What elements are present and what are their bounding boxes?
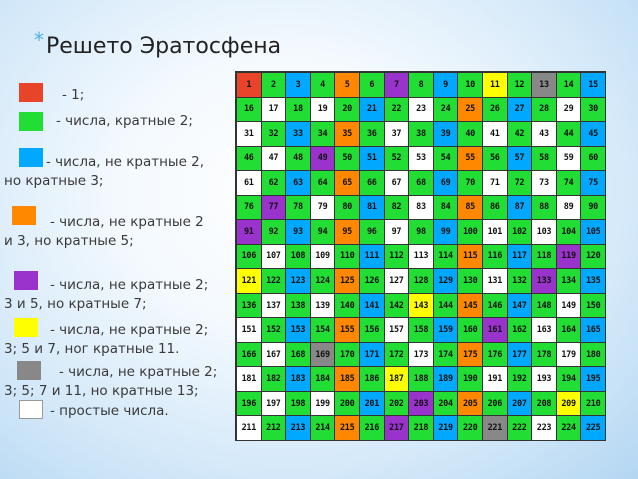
grid-cell: 31 — [236, 121, 262, 147]
grid-cell: 133 — [531, 268, 557, 294]
grid-cell: 9 — [433, 72, 459, 98]
grid-cell: 163 — [531, 317, 557, 343]
grid-cell: 112 — [384, 244, 410, 270]
grid-cell: 123 — [285, 268, 311, 294]
legend-item-4 — [4, 213, 204, 251]
grid-cell: 21 — [359, 97, 385, 123]
grid-cell: 224 — [556, 415, 582, 441]
grid-cell: 198 — [285, 391, 311, 417]
grid-cell: 191 — [482, 366, 508, 392]
grid-cell: 145 — [457, 293, 483, 319]
grid-cell: 56 — [482, 146, 508, 172]
grid-cell: 155 — [334, 317, 360, 343]
legend-item-6 — [4, 321, 208, 359]
grid-cell: 184 — [310, 366, 336, 392]
grid-cell: 86 — [482, 195, 508, 221]
grid-cell: 164 — [556, 317, 582, 343]
grid-cell: 96 — [359, 219, 385, 245]
grid-cell: 152 — [261, 317, 287, 343]
grid-cell: 154 — [310, 317, 336, 343]
grid-cell: 119 — [556, 244, 582, 270]
legend-text: 3; 5; 7 и 11, но кратные 13; — [4, 383, 199, 399]
grid-cell: 124 — [310, 268, 336, 294]
grid-cell: 138 — [285, 293, 311, 319]
grid-cell: 11 — [482, 72, 508, 98]
grid-cell: 72 — [507, 170, 533, 196]
grid-cell: 70 — [457, 170, 483, 196]
grid-cell: 153 — [285, 317, 311, 343]
grid-cell: 212 — [261, 415, 287, 441]
legend-text: - числа, не кратные 2; — [50, 277, 209, 293]
grid-cell: 220 — [457, 415, 483, 441]
grid-cell: 143 — [408, 293, 434, 319]
grid-cell: 81 — [359, 195, 385, 221]
grid-cell: 111 — [359, 244, 385, 270]
legend-item-7 — [4, 363, 217, 401]
grid-cell: 74 — [556, 170, 582, 196]
grid-cell: 202 — [384, 391, 410, 417]
grid-cell: 167 — [261, 342, 287, 368]
grid-cell: 148 — [531, 293, 557, 319]
grid-cell: 205 — [457, 391, 483, 417]
grid-cell: 139 — [310, 293, 336, 319]
grid-cell: 3 — [285, 72, 311, 98]
grid-cell: 144 — [433, 293, 459, 319]
grid-cell: 53 — [408, 146, 434, 172]
grid-cell: 120 — [580, 244, 606, 270]
grid-cell: 78 — [285, 195, 311, 221]
grid-cell: 219 — [433, 415, 459, 441]
grid-cell: 45 — [580, 121, 606, 147]
grid-cell: 165 — [580, 317, 606, 343]
grid-cell: 20 — [334, 97, 360, 123]
grid-cell: 188 — [408, 366, 434, 392]
grid-cell: 182 — [261, 366, 287, 392]
grid-cell: 83 — [408, 195, 434, 221]
grid-cell: 68 — [408, 170, 434, 196]
grid-cell: 85 — [457, 195, 483, 221]
grid-cell: 137 — [261, 293, 287, 319]
grid-cell: 89 — [556, 195, 582, 221]
grid-cell: 104 — [556, 219, 582, 245]
grid-cell: 192 — [507, 366, 533, 392]
grid-cell: 49 — [310, 146, 336, 172]
grid-cell: 1 — [236, 72, 262, 98]
grid-cell: 161 — [482, 317, 508, 343]
grid-cell: 50 — [334, 146, 360, 172]
grid-cell: 169 — [310, 342, 336, 368]
legend-item-2 — [4, 112, 193, 131]
grid-cell: 175 — [457, 342, 483, 368]
grid-cell: 116 — [482, 244, 508, 270]
title-marker: * — [34, 28, 44, 52]
grid-cell: 117 — [507, 244, 533, 270]
grid-cell: 142 — [384, 293, 410, 319]
grid-cell: 160 — [457, 317, 483, 343]
grid-cell: 5 — [334, 72, 360, 98]
grid-cell: 22 — [384, 97, 410, 123]
grid-cell: 6 — [359, 72, 385, 98]
grid-cell: 134 — [556, 268, 582, 294]
grid-cell: 176 — [482, 342, 508, 368]
grid-cell: 82 — [384, 195, 410, 221]
grid-cell: 225 — [580, 415, 606, 441]
grid-cell: 156 — [359, 317, 385, 343]
legend-text: - 1; — [62, 87, 85, 103]
grid-cell: 128 — [408, 268, 434, 294]
grid-cell: 94 — [310, 219, 336, 245]
grid-cell: 102 — [507, 219, 533, 245]
grid-cell: 47 — [261, 146, 287, 172]
grid-cell: 16 — [236, 97, 262, 123]
grid-cell: 84 — [433, 195, 459, 221]
legend-item-3 — [4, 153, 204, 191]
legend-item-1 — [4, 86, 84, 105]
grid-cell: 140 — [334, 293, 360, 319]
legend-text: - простые числа. — [50, 403, 169, 419]
grid-cell: 177 — [507, 342, 533, 368]
legend-item-5 — [4, 276, 208, 314]
grid-cell: 62 — [261, 170, 287, 196]
grid-cell: 54 — [433, 146, 459, 172]
legend-item-8 — [4, 402, 169, 421]
grid-cell: 168 — [285, 342, 311, 368]
grid-cell: 105 — [580, 219, 606, 245]
grid-cell: 126 — [359, 268, 385, 294]
grid-cell: 71 — [482, 170, 508, 196]
grid-cell: 118 — [531, 244, 557, 270]
grid-cell: 43 — [531, 121, 557, 147]
grid-cell: 106 — [236, 244, 262, 270]
grid-cell: 221 — [482, 415, 508, 441]
legend-text: - числа, не кратные 2, — [46, 154, 205, 170]
grid-cell: 14 — [556, 72, 582, 98]
grid-cell: 125 — [334, 268, 360, 294]
grid-cell: 131 — [482, 268, 508, 294]
grid-cell: 108 — [285, 244, 311, 270]
grid-cell: 199 — [310, 391, 336, 417]
grid-cell: 157 — [384, 317, 410, 343]
grid-cell: 2 — [261, 72, 287, 98]
sieve-grid — [235, 71, 606, 441]
grid-cell: 189 — [433, 366, 459, 392]
grid-cell: 130 — [457, 268, 483, 294]
grid-cell: 27 — [507, 97, 533, 123]
grid-cell: 215 — [334, 415, 360, 441]
legend-text: - числа, не кратные 2 — [50, 214, 204, 230]
grid-cell: 217 — [384, 415, 410, 441]
grid-cell: 30 — [580, 97, 606, 123]
grid-cell: 146 — [482, 293, 508, 319]
title-text: Решето Эратосфена — [46, 34, 282, 59]
grid-cell: 207 — [507, 391, 533, 417]
grid-cell: 10 — [457, 72, 483, 98]
grid-cell: 79 — [310, 195, 336, 221]
grid-cell: 8 — [408, 72, 434, 98]
grid-cell: 222 — [507, 415, 533, 441]
grid-cell: 166 — [236, 342, 262, 368]
grid-cell: 132 — [507, 268, 533, 294]
grid-cell: 99 — [433, 219, 459, 245]
grid-cell: 37 — [384, 121, 410, 147]
grid-cell: 77 — [261, 195, 287, 221]
grid-cell: 109 — [310, 244, 336, 270]
legend-text: - числа, не кратные 2; — [50, 322, 209, 338]
grid-cell: 100 — [457, 219, 483, 245]
grid-cell: 88 — [531, 195, 557, 221]
grid-cell: 201 — [359, 391, 385, 417]
grid-cell: 34 — [310, 121, 336, 147]
grid-cell: 64 — [310, 170, 336, 196]
grid-cell: 135 — [580, 268, 606, 294]
grid-cell: 174 — [433, 342, 459, 368]
grid-cell: 196 — [236, 391, 262, 417]
grid-cell: 57 — [507, 146, 533, 172]
grid-cell: 90 — [580, 195, 606, 221]
grid-cell: 29 — [556, 97, 582, 123]
grid-cell: 25 — [457, 97, 483, 123]
grid-cell: 173 — [408, 342, 434, 368]
grid-cell: 151 — [236, 317, 262, 343]
grid-cell: 7 — [384, 72, 410, 98]
grid-cell: 97 — [384, 219, 410, 245]
grid-cell: 75 — [580, 170, 606, 196]
grid-cell: 76 — [236, 195, 262, 221]
grid-cell: 204 — [433, 391, 459, 417]
grid-cell: 136 — [236, 293, 262, 319]
grid-cell: 122 — [261, 268, 287, 294]
grid-cell: 23 — [408, 97, 434, 123]
grid-cell: 194 — [556, 366, 582, 392]
grid-cell: 36 — [359, 121, 385, 147]
grid-cell: 203 — [408, 391, 434, 417]
grid-cell: 95 — [334, 219, 360, 245]
grid-cell: 17 — [261, 97, 287, 123]
grid-cell: 98 — [408, 219, 434, 245]
grid-cell: 91 — [236, 219, 262, 245]
grid-cell: 41 — [482, 121, 508, 147]
grid-cell: 179 — [556, 342, 582, 368]
grid-cell: 214 — [310, 415, 336, 441]
grid-cell: 15 — [580, 72, 606, 98]
grid-cell: 127 — [384, 268, 410, 294]
grid-cell: 80 — [334, 195, 360, 221]
grid-cell: 213 — [285, 415, 311, 441]
legend-text: - числа, кратные 2; — [56, 113, 193, 129]
grid-cell: 218 — [408, 415, 434, 441]
grid-cell: 52 — [384, 146, 410, 172]
grid-cell: 103 — [531, 219, 557, 245]
grid-cell: 170 — [334, 342, 360, 368]
grid-cell: 26 — [482, 97, 508, 123]
grid-cell: 73 — [531, 170, 557, 196]
grid-cell: 149 — [556, 293, 582, 319]
grid-cell: 162 — [507, 317, 533, 343]
grid-cell: 121 — [236, 268, 262, 294]
grid-cell: 39 — [433, 121, 459, 147]
grid-cell: 200 — [334, 391, 360, 417]
grid-cell: 171 — [359, 342, 385, 368]
grid-cell: 216 — [359, 415, 385, 441]
grid-cell: 66 — [359, 170, 385, 196]
grid-cell: 61 — [236, 170, 262, 196]
grid-cell: 92 — [261, 219, 287, 245]
grid-cell: 40 — [457, 121, 483, 147]
grid-cell: 150 — [580, 293, 606, 319]
grid-cell: 181 — [236, 366, 262, 392]
grid-cell: 44 — [556, 121, 582, 147]
grid-cell: 42 — [507, 121, 533, 147]
grid-cell: 193 — [531, 366, 557, 392]
grid-cell: 55 — [457, 146, 483, 172]
grid-cell: 59 — [556, 146, 582, 172]
grid-cell: 33 — [285, 121, 311, 147]
grid-cell: 115 — [457, 244, 483, 270]
grid-cell: 186 — [359, 366, 385, 392]
grid-cell: 32 — [261, 121, 287, 147]
grid-cell: 4 — [310, 72, 336, 98]
grid-cell: 147 — [507, 293, 533, 319]
grid-cell: 206 — [482, 391, 508, 417]
grid-cell: 158 — [408, 317, 434, 343]
grid-cell: 180 — [580, 342, 606, 368]
legend-text: и 3, но кратные 5; — [4, 233, 134, 249]
grid-cell: 210 — [580, 391, 606, 417]
slide-title — [34, 28, 282, 59]
grid-cell: 48 — [285, 146, 311, 172]
grid-cell: 110 — [334, 244, 360, 270]
grid-cell: 209 — [556, 391, 582, 417]
grid-cell: 113 — [408, 244, 434, 270]
grid-cell: 141 — [359, 293, 385, 319]
grid-cell: 58 — [531, 146, 557, 172]
grid-cell: 187 — [384, 366, 410, 392]
grid-cell: 93 — [285, 219, 311, 245]
grid-cell: 107 — [261, 244, 287, 270]
grid-cell: 35 — [334, 121, 360, 147]
grid-cell: 185 — [334, 366, 360, 392]
grid-cell: 223 — [531, 415, 557, 441]
grid-cell: 211 — [236, 415, 262, 441]
grid-cell: 60 — [580, 146, 606, 172]
grid-cell: 159 — [433, 317, 459, 343]
grid-cell: 12 — [507, 72, 533, 98]
grid-cell: 63 — [285, 170, 311, 196]
grid-cell: 28 — [531, 97, 557, 123]
grid-cell: 129 — [433, 268, 459, 294]
grid-cell: 114 — [433, 244, 459, 270]
legend-text: - числа, не кратные 2; — [59, 364, 218, 380]
grid-cell: 183 — [285, 366, 311, 392]
legend-text: 3; 5 и 7, ног кратные 11. — [4, 341, 180, 357]
grid-cell: 19 — [310, 97, 336, 123]
grid-cell: 67 — [384, 170, 410, 196]
grid-cell: 195 — [580, 366, 606, 392]
grid-cell: 38 — [408, 121, 434, 147]
grid-cell: 18 — [285, 97, 311, 123]
legend-text: 3 и 5, но кратные 7; — [4, 296, 147, 312]
grid-cell: 87 — [507, 195, 533, 221]
grid-cell: 65 — [334, 170, 360, 196]
legend-text: но кратные 3; — [4, 173, 104, 189]
grid-cell: 172 — [384, 342, 410, 368]
grid-cell: 208 — [531, 391, 557, 417]
grid-cell: 190 — [457, 366, 483, 392]
grid-cell: 13 — [531, 72, 557, 98]
grid-cell: 51 — [359, 146, 385, 172]
grid-cell: 24 — [433, 97, 459, 123]
grid-cell: 46 — [236, 146, 262, 172]
grid-cell: 197 — [261, 391, 287, 417]
grid-cell: 101 — [482, 219, 508, 245]
grid-cell: 69 — [433, 170, 459, 196]
grid-cell: 178 — [531, 342, 557, 368]
